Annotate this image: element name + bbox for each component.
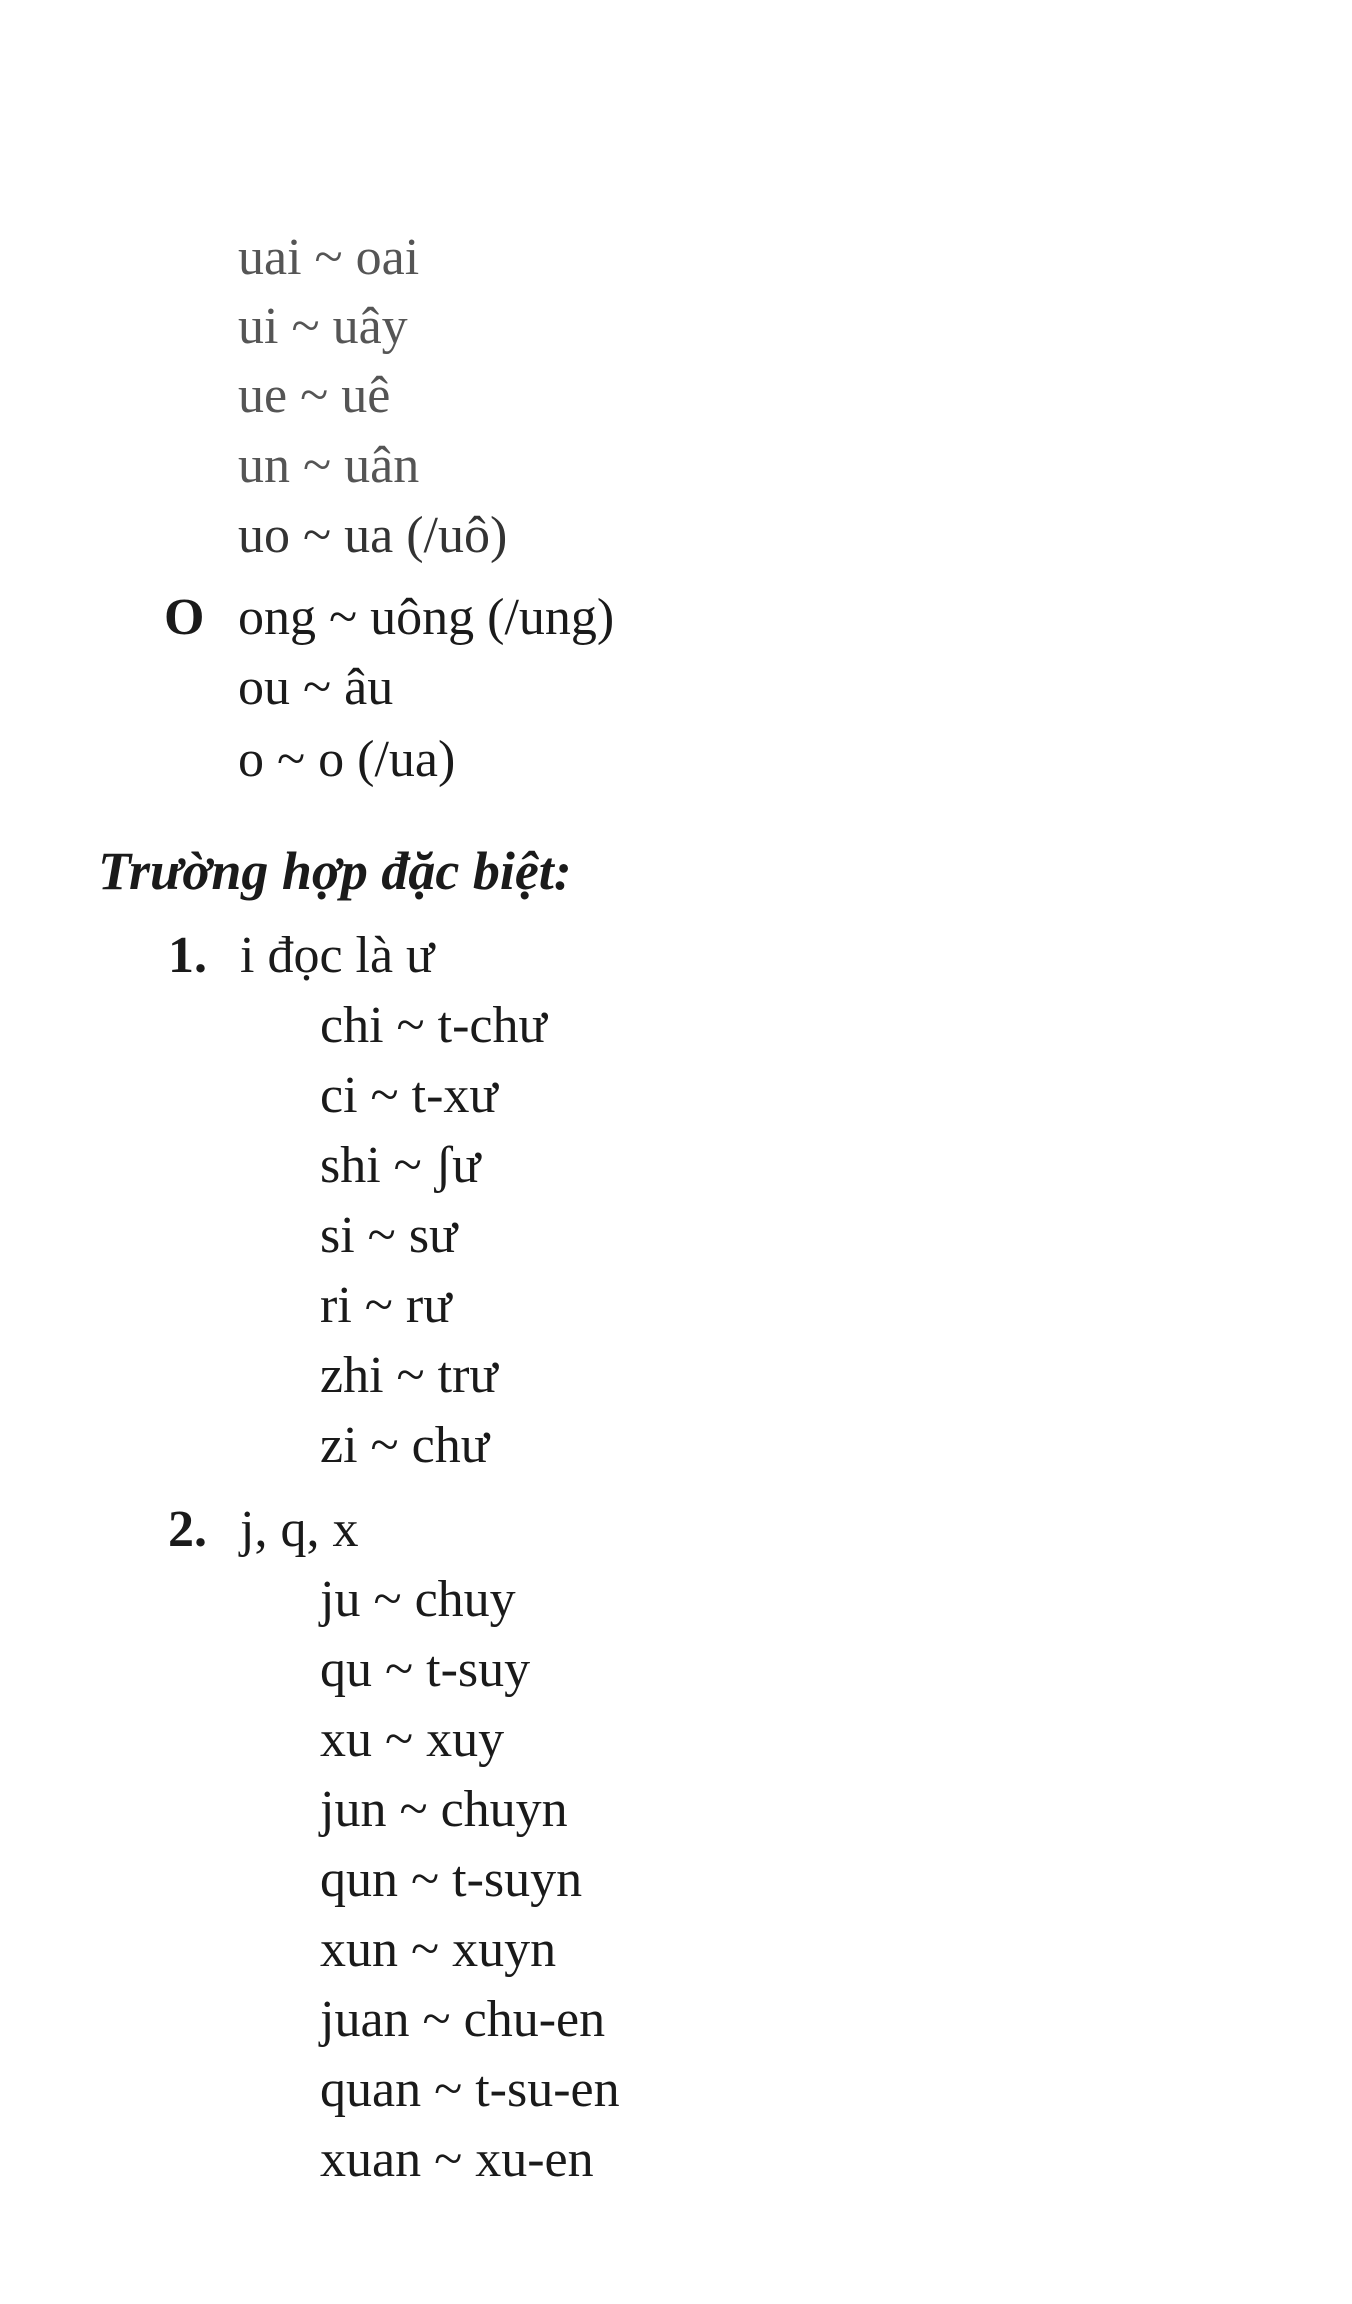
u-group-line-2: ui ~ uây (238, 298, 408, 355)
o-group-line-3: o ~ o (/ua) (238, 731, 456, 788)
case-2-item-3: xu ~ xuy (320, 1711, 505, 1768)
case-2-title: j, q, x (240, 1501, 359, 1558)
case-1-item-3: shi ~ ʃư (320, 1137, 481, 1194)
case-2-number: 2. (168, 1501, 207, 1558)
case-2-item-4: jun ~ chuyn (320, 1781, 568, 1838)
case-2-item-5: qun ~ t-suyn (320, 1851, 583, 1908)
case-2-header (168, 1500, 358, 1560)
case-2-item-1: ju ~ chuy (320, 1571, 516, 1628)
u-group-line-3: ue ~ uê (238, 367, 391, 424)
case-1-title: i đọc là ư (240, 927, 435, 984)
case-1-item-7: zi ~ chư (320, 1417, 489, 1474)
case-2-item-2: qu ~ t-suy (320, 1641, 531, 1698)
u-group-line-5: uo ~ ua (/uô) (238, 507, 508, 564)
case-1-item-5: ri ~ rư (320, 1277, 452, 1334)
o-group-marker: O (164, 589, 205, 646)
case-1-item-4: si ~ sư (320, 1207, 458, 1264)
case-1-item-1: chi ~ t-chư (320, 997, 547, 1054)
case-2-item-7: juan ~ chu-en (320, 1991, 606, 2048)
u-group-line-1: uai ~ oai (238, 229, 420, 286)
case-2-item-9: xuan ~ xu-en (320, 2131, 594, 2188)
case-1-number: 1. (168, 927, 207, 984)
case-1-item-2: ci ~ t-xư (320, 1067, 498, 1124)
u-group-line-4: un ~ uân (238, 437, 420, 494)
o-group-line-2: ou ~ âu (238, 659, 394, 716)
case-2-item-8: quan ~ t-su-en (320, 2061, 620, 2118)
o-group-line-1: ong ~ uông (/ung) (238, 589, 615, 646)
special-cases-heading: Trường hợp đặc biệt: (98, 841, 572, 901)
case-2-item-6: xun ~ xuyn (320, 1921, 557, 1978)
case-1-item-6: zhi ~ trư (320, 1347, 498, 1404)
case-1-header (168, 926, 434, 986)
